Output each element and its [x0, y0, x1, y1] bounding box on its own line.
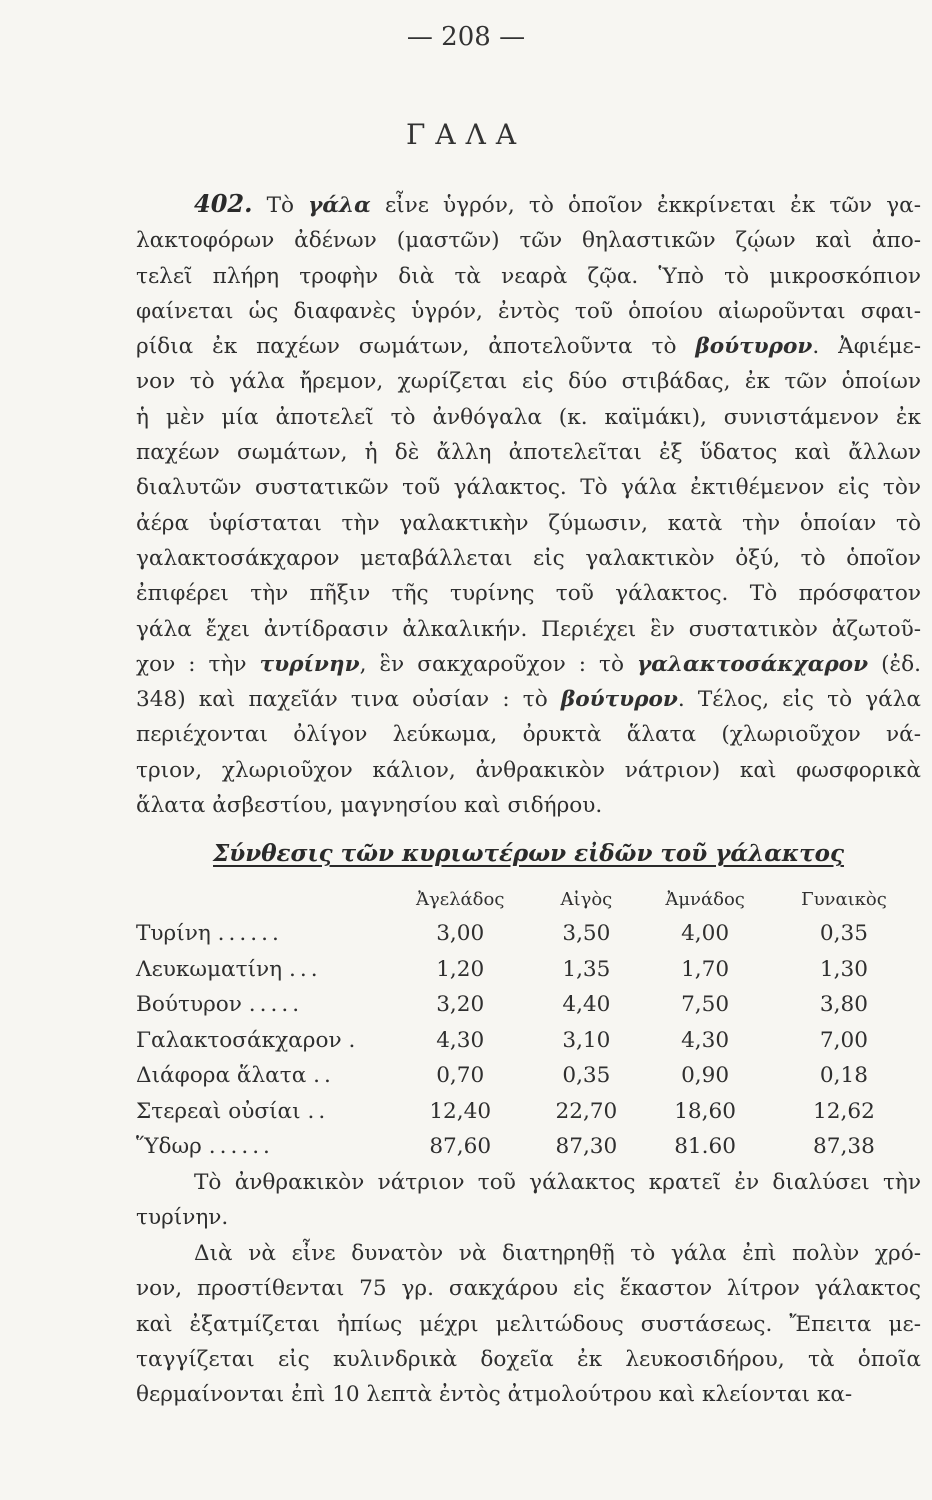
text-line: ταγγίζεται εἰς κυλινδρικὰ δοχεῖα ἐκ λευκοσιδήρου, τὰ ὁποῖα	[136, 1346, 921, 1372]
table-row	[136, 916, 916, 952]
text-run: χον : τὴν	[136, 651, 260, 677]
text-line	[136, 576, 921, 611]
table-cell: 0,18	[819, 1063, 868, 1089]
table-header-row	[136, 882, 916, 916]
text-run: ρίδια ἐκ παχέων σωμάτων, ἀποτελοῦντα τὸ	[136, 334, 696, 360]
table-cell: 1,30	[819, 956, 868, 982]
row-label	[136, 952, 386, 988]
row-label-text: Τυρίνη	[136, 921, 211, 947]
table-cell: 12,62	[813, 1098, 875, 1124]
text-run: τριον, χλωριοῦχον κάλιον, ἀνθρακικὸν νάτριον) καὶ φωσφορικὰ	[136, 757, 921, 783]
table-cell: 4,40	[562, 992, 611, 1018]
row-label	[136, 1023, 386, 1059]
row-label-text: Βούτυρον	[136, 992, 242, 1018]
text-run: , ἓν σακχαροῦχον : τὸ	[359, 651, 638, 677]
table-cell: 3,10	[562, 1027, 611, 1053]
chapter-title: ΓΑΛΑ	[405, 118, 527, 151]
leader-dots: ..	[307, 1098, 330, 1124]
emphasized-term: γάλα	[308, 193, 371, 218]
table-cell: 87,38	[813, 1134, 875, 1160]
text-line: τυρίνην.	[136, 1205, 229, 1231]
emphasized-term: τυρίνην	[259, 651, 360, 677]
text-line	[136, 186, 921, 223]
table-cell: 7,00	[819, 1027, 868, 1053]
text-line	[136, 612, 921, 647]
text-line: θερμαίνονται ἐπὶ 10 λεπτὰ ἐντὸς ἀτμολούτρου καὶ κλείονται κα-	[136, 1382, 853, 1408]
row-label	[136, 916, 386, 952]
text-run: παχέων σωμάτων, ἡ δὲ ἄλλη ἀποτελεῖται ἐξ ὕδατος καὶ ἄλλων	[136, 440, 921, 466]
table-cell: 7,50	[681, 992, 730, 1018]
text-run: γαλακτοσάκχαρον μεταβάλλεται εἰς γαλακτικὸν ὀξύ, τὸ ὁποῖον	[136, 545, 921, 571]
text-line	[136, 400, 921, 435]
table-cell: 0,35	[562, 1063, 611, 1089]
leader-dots: ......	[208, 1134, 274, 1160]
text-line	[136, 717, 921, 752]
text-run: ἀέρα ὑφίσταται τὴν γαλακτικὴν ζύμωσιν, κατὰ τὴν ὁποίαν τὸ	[136, 510, 921, 536]
text-line	[136, 223, 921, 258]
table-cell: 4,30	[681, 1027, 730, 1053]
table-title: Σύνθεσις τῶν κυριωτέρων εἰδῶν τοῦ γάλακτος	[213, 840, 844, 867]
row-label	[136, 1129, 386, 1165]
table-cell: 4,30	[436, 1027, 485, 1053]
leader-dots: ......	[217, 921, 283, 947]
table-cell: 1,35	[562, 956, 611, 982]
leader-dots: ..	[313, 1063, 335, 1089]
text-line: νον, προστίθενται 75 γρ. σακχάρου εἰς ἕκαστον λίτρον γάλακτος	[136, 1276, 921, 1302]
row-label-text: Ὕδωρ	[136, 1134, 202, 1160]
row-label-text: Στερεαὶ οὐσίαι	[136, 1098, 301, 1124]
table-cell: 12,40	[429, 1098, 492, 1124]
table-cell: 1,70	[681, 956, 730, 982]
table-cell: 0,70	[436, 1063, 485, 1089]
table-cell: 81.60	[674, 1134, 737, 1160]
table-cell: 0,35	[819, 921, 868, 947]
table-cell: 4,00	[681, 921, 730, 947]
table-row	[136, 987, 916, 1023]
table-row	[136, 1094, 916, 1130]
table-cell: 22,70	[555, 1098, 618, 1124]
column-header: Γυναικὸς	[801, 888, 887, 910]
text-line: καὶ ἐξατμίζεται ἠπίως μέχρι μελιτώδους συστάσεως. Ἔπειτα με-	[136, 1311, 921, 1337]
leader-dots: ...	[288, 956, 322, 982]
text-line: Διὰ νὰ εἶνε δυνατὸν νὰ διατηρηθῇ τὸ γάλα ἐπὶ πολὺν χρό-	[194, 1241, 921, 1266]
text-line	[136, 647, 921, 682]
leader-dots: .....	[248, 992, 304, 1018]
table-cell: 3,00	[436, 921, 485, 947]
text-run: . Τέλος, εἰς τὸ γάλα	[677, 687, 921, 713]
table-row	[136, 1058, 916, 1094]
column-header: Ἀμνάδος	[665, 888, 745, 910]
text-run: (ἐδ.	[868, 651, 921, 677]
table-cell: 0,90	[681, 1063, 730, 1089]
emphasized-term: γαλακτοσάκχαρον	[637, 651, 869, 677]
text-run: Τὸ	[252, 193, 309, 218]
table-row	[136, 952, 916, 988]
section-number: 402.	[194, 189, 253, 218]
emphasized-term: βούτυρον	[695, 334, 813, 360]
table-cell: 87,30	[555, 1134, 618, 1160]
text-line	[136, 541, 921, 576]
text-run: τελεῖ πλήρη τροφὴν διὰ τὰ νεαρὰ ζῷα. Ὑπὸ τὸ μικροσκόπιον	[136, 263, 921, 289]
text-line	[136, 753, 921, 788]
table-row	[136, 1023, 916, 1059]
text-run: περιέχονται ὀλίγον λεύκωμα, ὀρυκτὰ ἅλατα (χλωριοῦχον νά-	[136, 722, 921, 748]
paragraph-condensed-milk	[136, 1236, 921, 1412]
text-run: νον τὸ γάλα ἤρεμον, χωρίζεται εἰς δύο στιβάδας, ἐκ τῶν ὁποίων	[136, 369, 921, 395]
row-label-text: Γαλακτοσάκχαρον	[136, 1027, 342, 1053]
row-label-text: Διάφορα ἅλατα	[136, 1063, 307, 1089]
text-run: 348) καὶ παχεῖάν τινα οὐσίαν : τὸ	[136, 687, 561, 713]
page-number: — 208 —	[406, 22, 526, 52]
table-cell: 3,50	[562, 921, 611, 947]
row-label	[136, 1094, 386, 1130]
text-line	[136, 435, 921, 470]
text-line: Τὸ ἀνθρακικὸν νάτριον τοῦ γάλακτος κρατεῖ ἐν διαλύσει τὴν	[194, 1170, 921, 1195]
table-cell: 3,80	[819, 992, 868, 1018]
text-line	[136, 259, 921, 294]
text-run: γάλα ἔχει ἀντίδρασιν ἀλκαλικήν. Περιέχει ἓν συστατικὸν ἀζωτοῦ-	[136, 616, 921, 642]
emphasized-term: βούτυρον	[560, 687, 678, 713]
row-label	[136, 987, 386, 1023]
text-line	[136, 364, 921, 399]
text-run: ἅλατα ἀσβεστίου, μαγνησίου καὶ σιδήρου.	[136, 793, 603, 819]
column-header: Αἰγὸς	[560, 888, 613, 910]
table-cell: 87,60	[429, 1134, 492, 1160]
text-line	[136, 682, 921, 717]
text-line	[136, 470, 921, 505]
leader-dots: .	[348, 1027, 360, 1053]
text-line	[136, 294, 921, 329]
text-run: ἐπιφέρει τὴν πῆξιν τῆς τυρίνης τοῦ γάλακτος. Τὸ πρόσφατον	[136, 581, 921, 607]
text-run: ἡ μὲν μία ἀποτελεῖ τὸ ἀνθόγαλα (κ. καϊμάκι), συνιστάμενον ἐκ	[136, 404, 921, 430]
table-row	[136, 1129, 916, 1165]
text-run: . Ἀφιέμε-	[812, 334, 921, 360]
text-line	[136, 788, 921, 823]
row-label-text: Λευκωματίνη	[136, 956, 283, 982]
table-cell: 18,60	[674, 1098, 737, 1124]
text-run: φαίνεται ὡς διαφανὲς ὑγρόν, ἐντὸς τοῦ ὁποίου αἰωροῦνται σφαι-	[136, 298, 921, 324]
text-run: εἶνε ὑγρόν, τὸ ὁποῖον ἐκκρίνεται ἐκ τῶν γα-	[370, 193, 921, 218]
table-corner	[136, 882, 386, 916]
paragraph-sodium-carbonate	[136, 1165, 921, 1236]
text-run: λακτοφόρων ἀδένων (μαστῶν) τῶν θηλαστικῶν ζῴων καὶ ἀπο-	[136, 228, 921, 254]
row-label	[136, 1058, 386, 1094]
milk-composition-table	[136, 882, 916, 1165]
column-header: Ἀγελάδος	[416, 888, 505, 910]
text-line	[136, 329, 921, 364]
text-line	[136, 506, 921, 541]
table-cell: 1,20	[436, 956, 485, 982]
table-cell: 3,20	[436, 992, 485, 1018]
text-run: διαλυτῶν συστατικῶν τοῦ γάλακτος. Τὸ γάλα ἐκτιθέμενον εἰς τὸν	[136, 475, 921, 501]
paragraph-402	[136, 186, 921, 823]
